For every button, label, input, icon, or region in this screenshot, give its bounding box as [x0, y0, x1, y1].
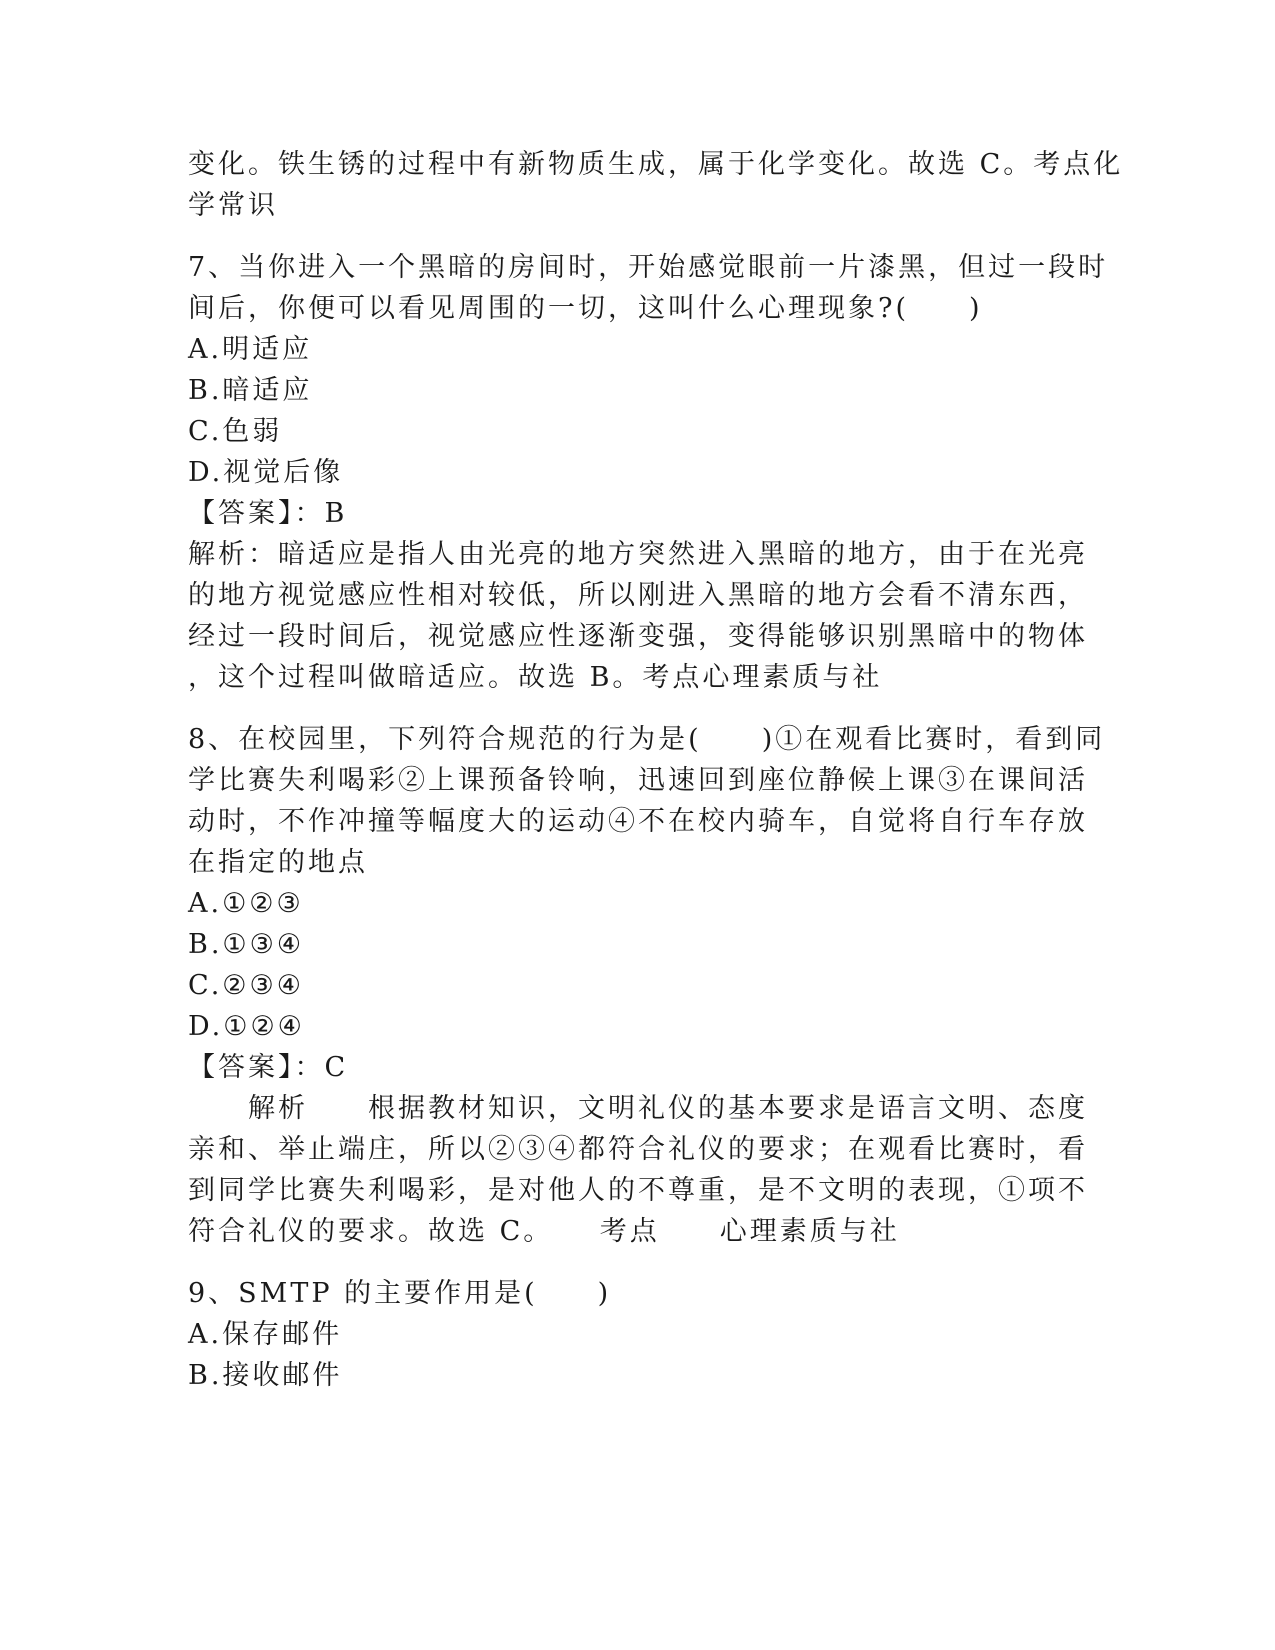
q8-stem-line-4: 在指定的地点 [188, 847, 368, 878]
q8-stem-line-3: 动时，不作冲撞等幅度大的运动④不在校内骑车，自觉将自行车存放 [188, 806, 1088, 837]
q8-analysis-line-3: 到同学比赛失利喝彩，是对他人的不尊重，是不文明的表现，①项不 [188, 1175, 1088, 1206]
q7-analysis-line-2: 的地方视觉感应性相对较低，所以刚进入黑暗的地方会看不清东西， [188, 580, 1088, 611]
q8-answer: 【答案】：C [188, 1052, 349, 1083]
q8-analysis-line-1: 解析 根据教材知识，文明礼仪的基本要求是语言文明、态度 [188, 1093, 1088, 1124]
continuation-line-1: 变化。铁生锈的过程中有新物质生成，属于化学变化。故选 C。考点化 [188, 149, 1124, 180]
q7-stem-line-1: 7、当你进入一个黑暗的房间时，开始感觉眼前一片漆黑，但过一段时 [188, 252, 1109, 283]
q8-option-b: B.①③④ [188, 929, 305, 960]
q8-option-c: C.②③④ [188, 970, 304, 1001]
q7-analysis-line-4: ，这个过程叫做暗适应。故选 B。考点心理素质与社 [188, 662, 883, 693]
q7-analysis-line-3: 经过一段时间后，视觉感应性逐渐变强，变得能够识别黑暗中的物体 [188, 621, 1088, 652]
q7-option-d: D.视觉后像 [188, 457, 344, 488]
q7-option-a: A.明适应 [188, 334, 313, 365]
q8-analysis-line-4: 符合礼仪的要求。故选 C。 考点 心理素质与社 [188, 1216, 900, 1247]
q8-analysis-line-2: 亲和、举止端庄，所以②③④都符合礼仪的要求；在观看比赛时，看 [188, 1134, 1088, 1165]
q9-option-b: B.接收邮件 [188, 1360, 343, 1391]
q8-option-d: D.①②④ [188, 1011, 305, 1042]
q7-answer: 【答案】：B [188, 498, 348, 529]
continuation-line-2: 学常识 [188, 190, 278, 221]
q7-analysis-line-1: 解析：暗适应是指人由光亮的地方突然进入黑暗的地方，由于在光亮 [188, 539, 1088, 570]
q9-option-a: A.保存邮件 [188, 1319, 343, 1350]
q9-stem-line-1: 9、SMTP 的主要作用是( ) [188, 1278, 612, 1309]
q8-option-a: A.①②③ [188, 888, 304, 919]
q7-option-b: B.暗适应 [188, 375, 313, 406]
q7-option-c: C.色弱 [188, 416, 283, 447]
q8-stem-line-1: 8、在校园里，下列符合规范的行为是( )①在观看比赛时，看到同 [188, 724, 1106, 755]
q8-stem-line-2: 学比赛失利喝彩②上课预备铃响，迅速回到座位静候上课③在课间活 [188, 765, 1088, 796]
q7-stem-line-2: 间后，你便可以看见周围的一切，这叫什么心理现象?( ) [188, 293, 983, 324]
